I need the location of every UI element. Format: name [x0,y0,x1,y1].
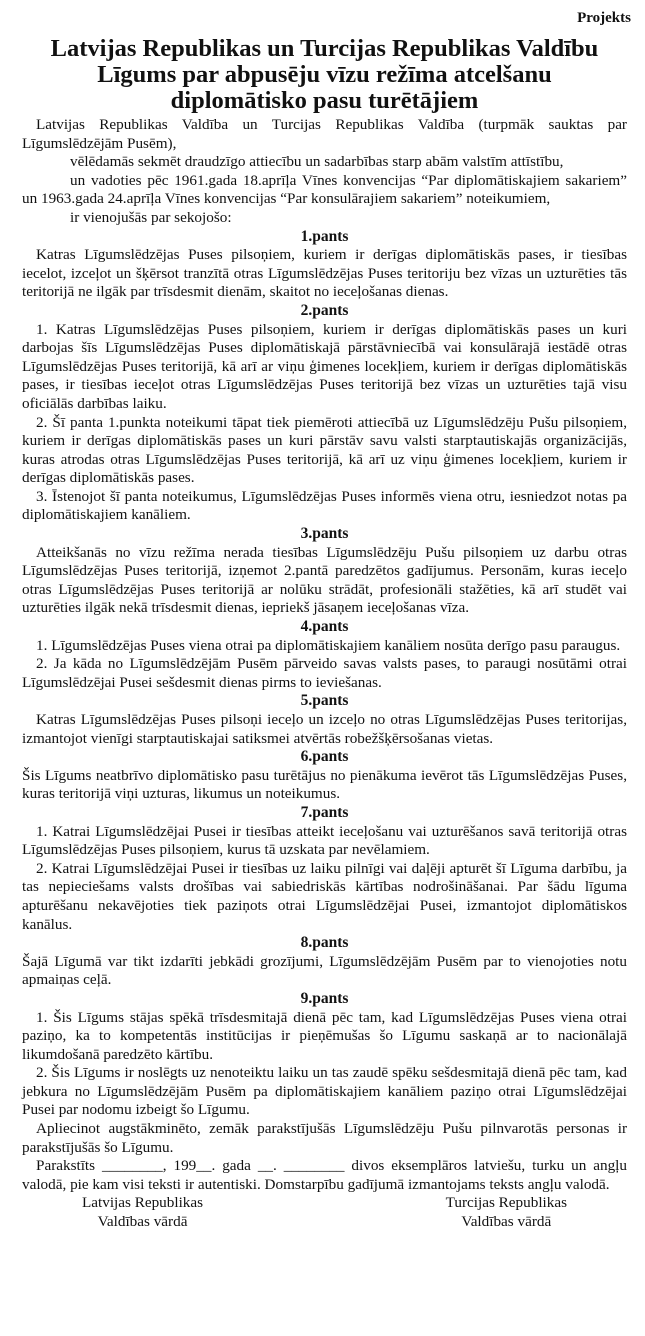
title-line: diplomātisko pasu turētājiem [170,87,479,114]
article-paragraph: Šajā Līgumā var tikt izdarīti jebkādi grozījumi, Līgumslēdzējām Pusēm par to vienojoties notu apmaiņas ceļā. [22,952,627,989]
signature-turkey [446,1194,567,1231]
article-heading: 9.pants [300,989,349,1007]
article-heading: 6.pants [300,748,349,766]
article-paragraph: 2. Šis Līgums ir noslēgts uz nenoteiktu laiku un tas zaudē spēku sešdesmitajā dienā pēc tam, kad jebkura no Līgumslēdzējām Pusēm pa diplomātiskajiem kanāliem paziņo otrai Līgumslēdzējai Pusei par nodomu izbeigt šo Līgumu. [22,1064,627,1119]
signature-line: Latvijas Republikas [82,1194,204,1212]
preamble-paragraph: Latvijas Republikas Valdība un Turcijas Republikas Valdība (turpmāk sauktas par Līgumslēdzējām Pusēm), [22,116,627,152]
draft-badge: Projekts [577,10,631,26]
article-paragraph: 1. Katras Līgumslēdzējas Puses pilsoņiem, kuriem ir derīgas diplomātiskās pases un kuri darbojas šīs Līgumslēdzējas Puses diplomātiskajā pārstāvniecībā vai konsulārajā iestādē otras Līgumslēdzējas Puses teritorijā, kā arī ar viņu ģimenes locekļiem, kuriem ir derīgas diplomātiskās pases, ir tiesības ieceļot otras Līgumslēdzējas Puses teritorijā bez vīzas un uzturēties tajā visu oficiālās darbības laiku. [22,320,627,412]
document-title [22,0,627,114]
article-paragraph: 1. Katrai Līgumslēdzējai Pusei ir tiesības atteikt ieceļošanu vai uzturēšanos savā teritorijā otras Līgumslēdzējas Puses pilsoņiem, kurus tā uzskata par nevēlamiem. [22,822,627,859]
article-paragraph: 2. Šī panta 1.punkta noteikumi tāpat tiek piemēroti attiecībā uz Līgumslēdzēju Pušu pilsoņiem, kuriem ir derīgas diplomātiskās pases un kuri pārstāv savu valsti starptautiskajās organizācijās, kuras atrodas otras Līgumslēdzējas Puses teritorijā, kā arī uz viņu ģimenes locekļiem, kuriem ir derīgas diplomātiskās pases. [22,413,627,487]
signature-line: Valdības vārdā [461,1213,552,1231]
article-heading: 4.pants [300,618,349,636]
article-heading: 8.pants [300,934,349,952]
article-paragraph: Šis Līgums neatbrīvo diplomātisko pasu turētājus no pienākuma ievērot tās Līgumslēdzējas Puses, kuras teritorijā viņi uzturas, likumus un noteikumus. [22,766,627,803]
article-heading: 2.pants [300,301,349,319]
title-line: Līgums par abpusēju vīzu režīma atcelšanu [97,61,552,88]
signature-block [22,1194,627,1231]
article-heading: 7.pants [300,803,349,821]
preamble-paragraph: vēlēdamās sekmēt draudzīgo attiecību un sadarbības starp abām valstīm attīstību, [70,153,564,171]
signature-line: Turcijas Republikas [445,1194,567,1212]
signature-latvia [82,1194,203,1231]
preamble-paragraph: un vadoties pēc 1961.gada 18.aprīļa Vīnes konvencijas “Par diplomātiskajiem sakariem” un 1963.gada 24.aprīļa Vīnes konvencijas “Par konsulārajiem sakariem” noteikumiem, [22,171,627,208]
closing-attestation: Apliecinot augstākminēto, zemāk parakstījušās Līgumslēdzēju Pušu pilnvarotās personas ir parakstījušās šo Līgumu. [22,1120,627,1156]
signature-line: Valdības vārdā [97,1213,188,1231]
closing-signed-line: Parakstīts ________, 199__. gada __. ________ divos eksemplāros latviešu, turku un angļu valodā, pie kam visi teksti ir autentiski. Domstarpību gadījumā izmantojams teksts angļu valodā. [22,1157,627,1193]
document-body [22,116,627,1194]
article-paragraph: 2. Katrai Līgumslēdzējai Pusei ir tiesības uz laiku pilnīgi vai daļēji apturēt šī Līguma darbību, ja tas nepieciešams valsts drošības vai sabiedriskās kārtības nodrošināšanai. Par šādu līguma apturēšanu nekavējoties tiek paziņots otrai Līgumslēdzējai Pusei, izmantojot diplomātiskos kanālus. [22,859,627,933]
article-paragraph: Atteikšanās no vīzu režīma nerada tiesības Līgumslēdzēju Pušu pilsoņiem uz darbu otras Līgumslēdzējas Puses teritorijā, izņemot 2.pantā paredzētos gadījumus. Personām, kuras ieceļo otras Līgumslēdzējas Puses teritorijā ar nolūku strādāt, profesionāli stažēties, kā arī studēt vai uzturēties ilgāk nekā trīsdesmit dienas, iepriekš jāsaņem ieceļošanas vīza. [22,543,627,617]
article-heading: 5.pants [300,692,349,710]
article-heading: 1.pants [300,227,349,245]
article-heading: 3.pants [300,525,349,543]
preamble-paragraph: ir vienojušās par sekojošo: [70,208,232,226]
article-paragraph: Katras Līgumslēdzējas Puses pilsoņi ieceļo un izceļo no otras Līgumslēdzējas Puses teritorijas, izmantojot vienīgi starptautiskajai satiksmei atvērtās robežšķērsošanas vietas. [22,711,627,747]
article-paragraph: 2. Ja kāda no Līgumslēdzējām Pusēm pārveido savas valsts pases, to paraugi nosūtāmi otrai Līgumslēdzējai Pusei sešdesmit dienas pirms to ieviešanas. [22,655,627,691]
title-line: Latvijas Republikas un Turcijas Republikas Valdību [50,35,599,62]
article-paragraph: 3. Īstenojot šī panta noteikumus, Līgumslēdzējas Puses informēs viena otru, iesniedzot notas pa diplomātiskajiem kanāliem. [22,487,627,524]
article-paragraph: 1. Līgumslēdzējas Puses viena otrai pa diplomātiskajiem kanāliem nosūta derīgo pasu paraugus. [36,636,621,654]
article-paragraph: 1. Šis Līgums stājas spēkā trīsdesmitajā dienā pēc tam, kad Līgumslēdzējas Puses viena otrai paziņo, ka to kompetentās institūcijas ir pieņēmušas šo Līgumu saskaņā ar to nacionālajā likumdošanā paredzēto kārtību. [22,1008,627,1063]
article-paragraph: Katras Līgumslēdzējas Puses pilsoņiem, kuriem ir derīgas diplomātiskās pases, ir tiesības iecelot, izceļot un šķērsot tranzītā otras Līgumslēdzējas Puses teritoriju bez vīzas un uzturēties tās teritorijā ne ilgāk par trīsdesmit dienām, skaitot no ieceļošanas dienas. [22,246,627,301]
